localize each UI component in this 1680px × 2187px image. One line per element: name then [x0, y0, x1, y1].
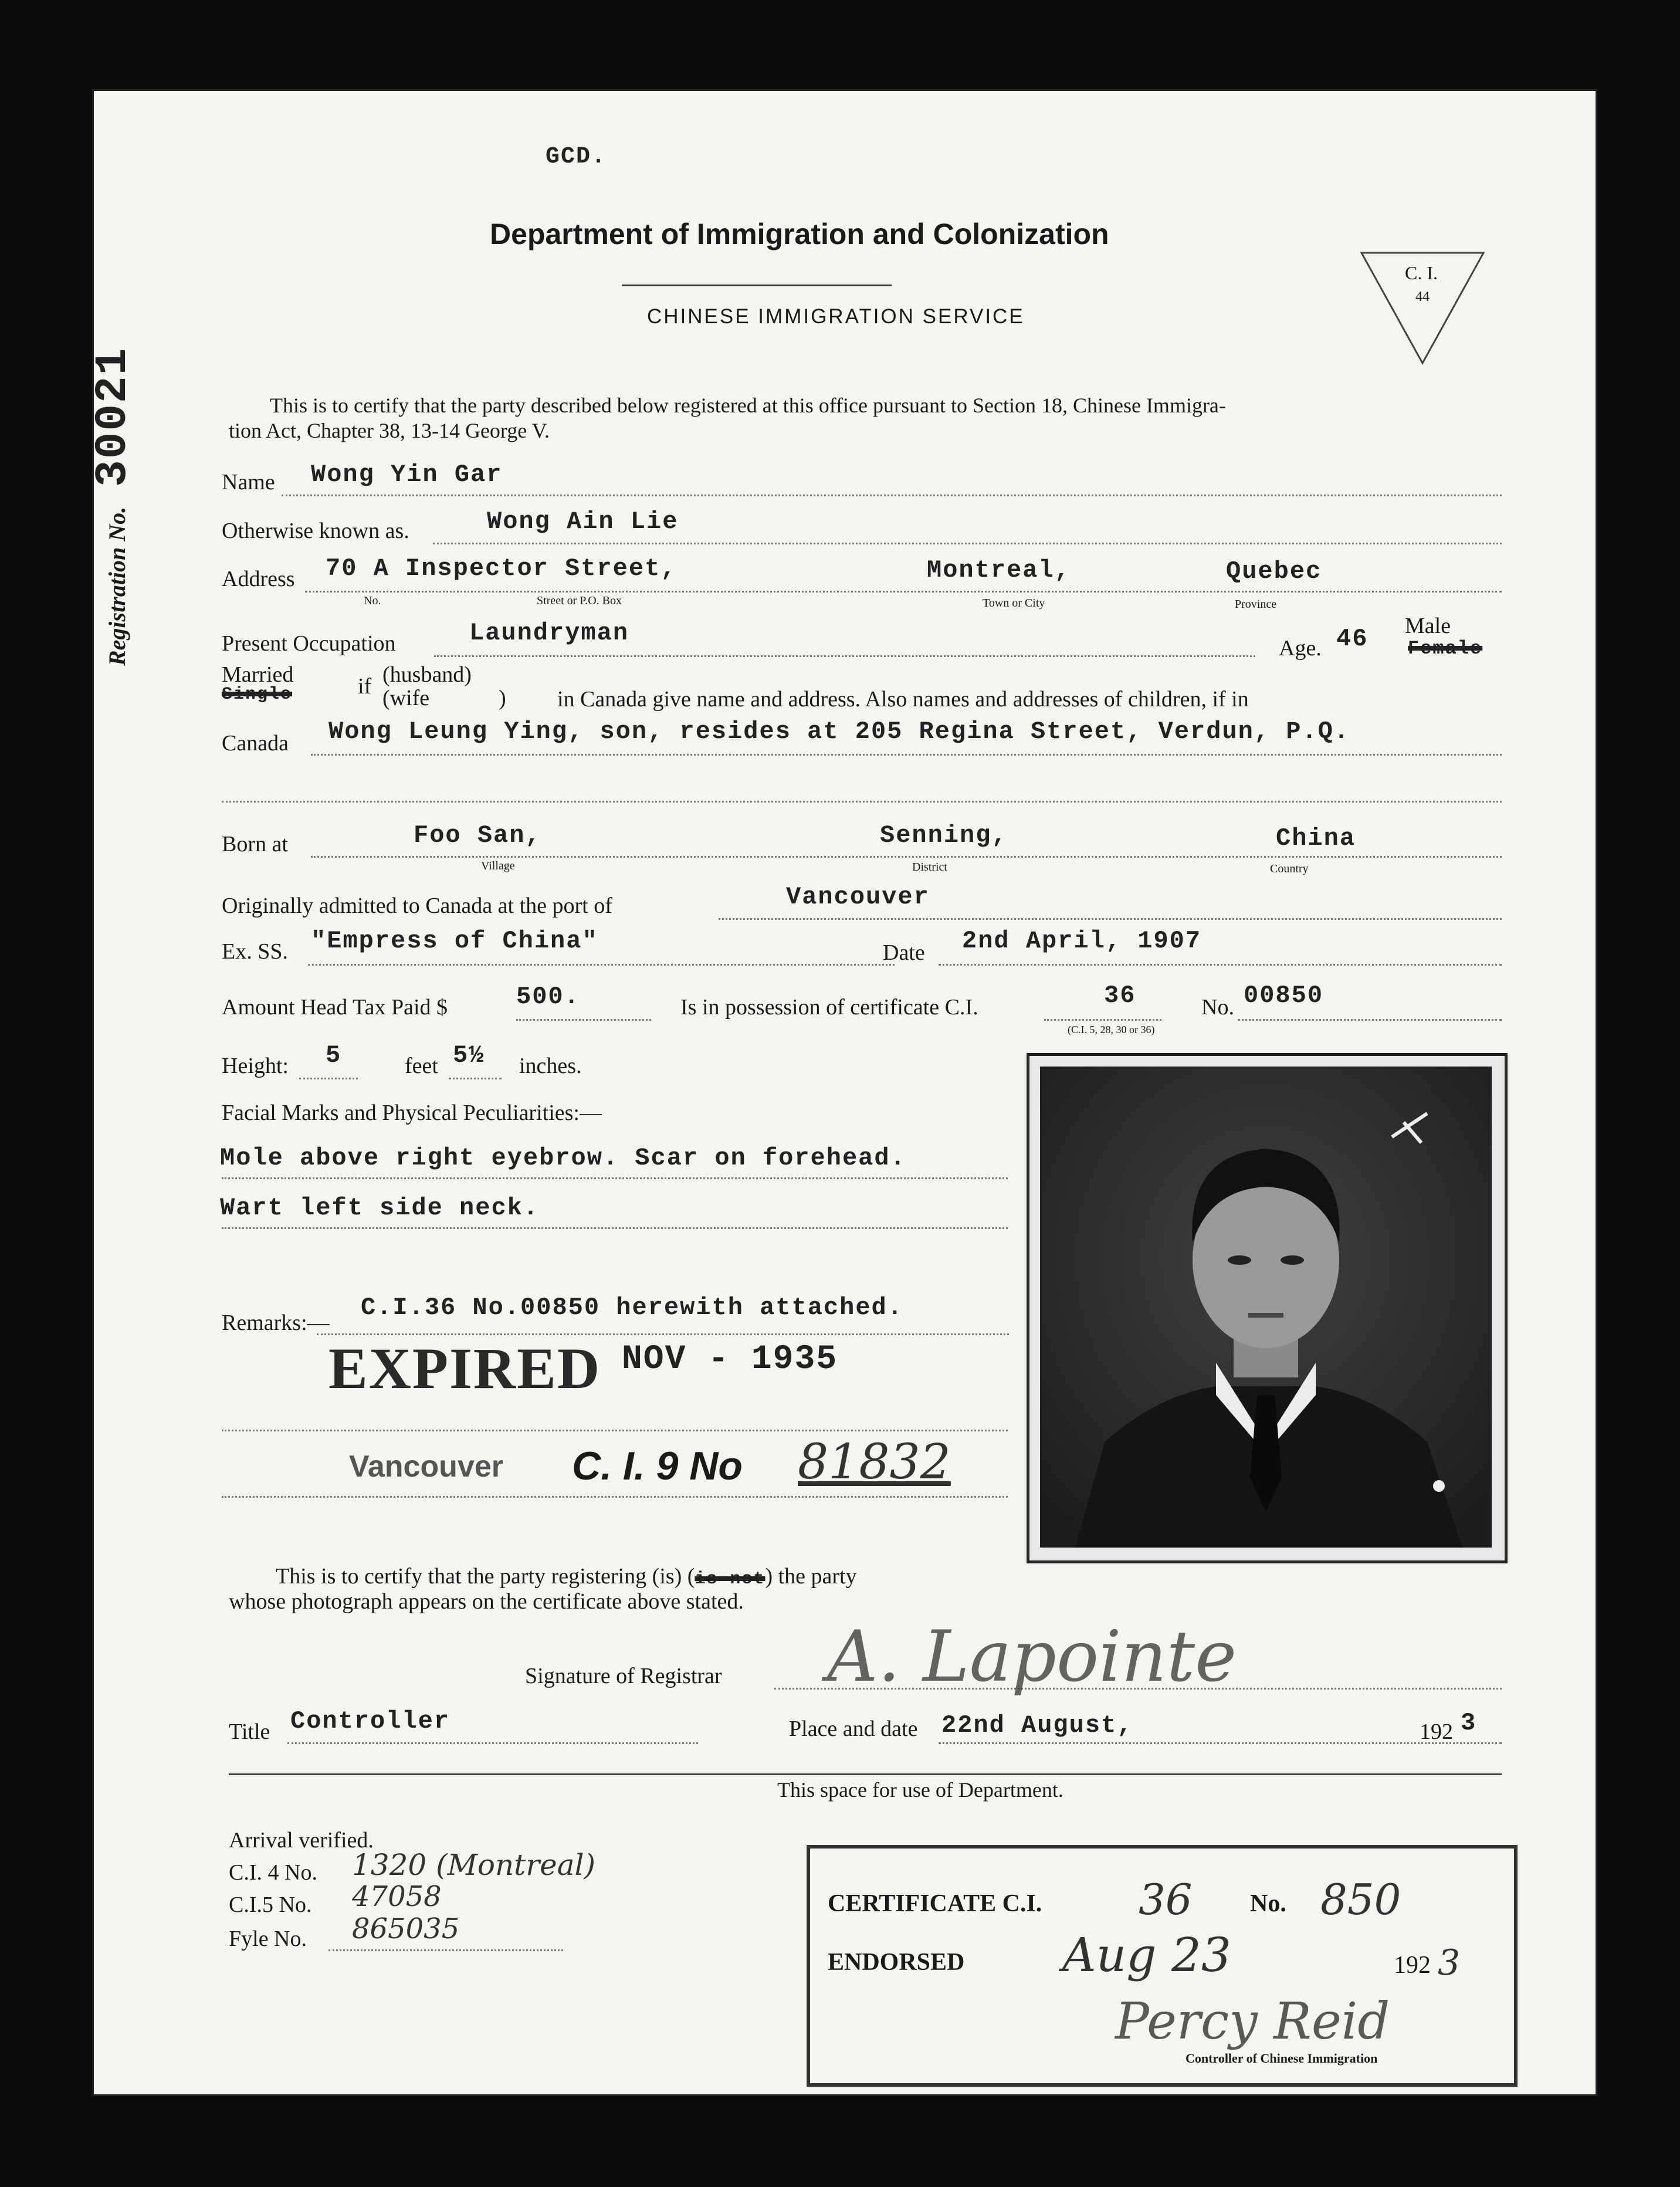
intro-line-2: tion Act, Chapter 38, 13-14 George V. — [229, 419, 550, 442]
applicant-photo — [1040, 1067, 1492, 1548]
registrar-label: Signature of Registrar — [525, 1664, 722, 1688]
name-value: Wong Yin Gar — [311, 461, 503, 489]
year-suffix: 3 — [1461, 1709, 1477, 1737]
admitted-port-value: Vancouver — [786, 883, 930, 911]
certify-text: This is to certify that the party registering (is) ( — [276, 1564, 695, 1589]
remarks-rule-3 — [222, 1496, 1008, 1498]
cert-no-rule — [1238, 1019, 1502, 1021]
exss-value: "Empress of China" — [311, 927, 598, 955]
caption-country: Country — [1270, 862, 1309, 875]
otherwise-value: Wong Ain Lie — [487, 507, 679, 536]
department-use-label: This space for use of Department. — [777, 1778, 1063, 1802]
ci9-number: 81832 — [798, 1434, 951, 1490]
form-id-number: 44 — [1415, 289, 1430, 304]
place-rule — [939, 1742, 1502, 1744]
possession-label: Is in possession of certificate C.I. — [680, 995, 978, 1020]
fyle-label: Fyle No. — [229, 1927, 307, 1951]
stamp-controller: Controller of Chinese Immigration — [1186, 2051, 1378, 2066]
form-id-triangle — [1358, 249, 1487, 367]
ci9-stamp: C. I. 9 No — [572, 1444, 743, 1488]
age-label: Age. — [1279, 636, 1322, 661]
certify-struck: is not — [695, 1569, 766, 1589]
department-title: Department of Immigration and Colonization — [490, 218, 1109, 250]
ci-rule — [1044, 1019, 1161, 1021]
occupation-label: Present Occupation — [222, 631, 396, 656]
caption-village: Village — [481, 859, 515, 872]
fyle-value: 865035 — [352, 1912, 460, 1945]
otherwise-rule — [433, 543, 1502, 544]
stamp-year-suffix: 3 — [1438, 1942, 1461, 1983]
title-label: Title — [229, 1719, 270, 1744]
ci5-no: No. — [279, 1893, 312, 1917]
stamp-cert-no: 850 — [1320, 1875, 1401, 1924]
registration-number-block — [88, 103, 138, 666]
height-label: Height: — [222, 1054, 289, 1078]
stamp-signature: Percy Reid — [1115, 1992, 1390, 2051]
ci-number-value: 36 — [1104, 981, 1136, 1010]
intro-line-1: This is to certify that the party described below registered at this office pursuant to Section 18, Chinese Immigra- — [270, 394, 1226, 417]
headtax-label: Amount Head Tax Paid $ — [222, 995, 448, 1020]
expired-date: NOV - 1935 — [622, 1340, 838, 1379]
occupation-rule — [434, 655, 1255, 657]
born-village-value: Foo San, — [414, 821, 541, 849]
headtax-value: 500. — [516, 983, 580, 1011]
ci5-prefix: C.I. — [229, 1893, 262, 1917]
registrar-signature: A. Lapointe — [827, 1616, 1237, 1698]
address-label: Address — [222, 567, 295, 591]
registration-label: Registration No. — [104, 506, 130, 666]
born-rule — [311, 856, 1502, 858]
caption-street: Street or P.O. Box — [537, 594, 622, 607]
remarks-label: Remarks:— — [222, 1311, 330, 1335]
remarks-value: C.I.36 No.00850 herewith attached. — [361, 1294, 903, 1322]
height-inches-value: 5½ — [453, 1041, 485, 1069]
facial-value-1: Mole above right eyebrow. Scar on forehead. — [220, 1144, 906, 1172]
caption-province: Province — [1235, 598, 1277, 611]
portrait-illustration — [1040, 1067, 1492, 1548]
date-value: 2nd April, 1907 — [962, 927, 1202, 955]
arrival-label: Arrival verified. — [229, 1828, 374, 1853]
sex-struck: Female — [1408, 638, 1483, 659]
remarks-rule-2 — [222, 1430, 1008, 1431]
title-rule — [287, 1742, 698, 1744]
married-struck: Single — [222, 685, 293, 705]
year-prefix: 192 — [1420, 1719, 1453, 1744]
cert-no-value: 00850 — [1244, 981, 1324, 1010]
place-date-value: 22nd August, — [941, 1711, 1133, 1739]
stamp-year-prefix: 192 — [1394, 1952, 1431, 1979]
caption-district: District — [912, 861, 947, 874]
ci5-label — [229, 1892, 311, 1918]
file-reference: GCD. — [546, 144, 607, 170]
married-label: Married — [222, 662, 294, 687]
admitted-label: Originally admitted to Canada at the port of — [222, 893, 612, 918]
wife-close: ) — [499, 686, 506, 710]
canada-rule-2 — [222, 801, 1502, 803]
canada-instruction: in Canada give name and address. Also names and addresses of children, if in — [557, 687, 1249, 712]
height-inches-rule — [449, 1078, 502, 1079]
height-feet-value: 5 — [326, 1041, 342, 1069]
registration-number: 30021 — [88, 347, 138, 487]
facial-label: Facial Marks and Physical Peculiarities:— — [222, 1101, 602, 1125]
form-id-label: C. I. — [1405, 262, 1438, 283]
feet-label: feet — [405, 1054, 438, 1078]
caption-no: No. — [364, 594, 381, 607]
inches-label: inches. — [519, 1054, 582, 1078]
title-value: Controller — [290, 1707, 451, 1735]
certify-end: ) the party — [765, 1564, 857, 1589]
address-rule — [305, 591, 1502, 593]
ci4-label: C.I. 4 No. — [229, 1860, 317, 1885]
stamp-endorsed-date: Aug 23 — [1062, 1928, 1231, 1982]
date-rule — [939, 964, 1502, 966]
fyle-rule — [328, 1949, 563, 1951]
occupation-value: Laundryman — [469, 619, 629, 647]
endorsement-stamp — [807, 1845, 1518, 2087]
exss-label: Ex. SS. — [222, 939, 288, 964]
born-label: Born at — [222, 832, 288, 856]
facial-rule-1 — [222, 1177, 1008, 1179]
canada-value: Wong Leung Ying, son, resides at 205 Regina Street, Verdun, P.Q. — [328, 717, 1350, 746]
facial-value-2: Wart left side neck. — [220, 1194, 540, 1222]
date-label: Date — [883, 940, 925, 965]
husband-label: (husband) — [382, 662, 472, 687]
height-feet-rule — [299, 1078, 358, 1079]
stamp-cert-ci: 36 — [1139, 1875, 1193, 1924]
expired-stamp: EXPIRED — [328, 1336, 601, 1401]
vancouver-stamp: Vancouver — [349, 1450, 504, 1484]
ci5-digit: 5 — [262, 1893, 273, 1917]
certificate-page — [88, 91, 1596, 2094]
ci-caption: (C.I. 5, 28, 30 or 36) — [1068, 1024, 1155, 1035]
admitted-rule — [719, 918, 1502, 920]
otherwise-label: Otherwise known as. — [222, 519, 409, 543]
stamp-cert-label: CERTIFICATE C.I. — [828, 1890, 1042, 1917]
title-rule — [622, 285, 892, 286]
place-label: Place and date — [789, 1717, 918, 1741]
age-value: 46 — [1336, 625, 1369, 653]
born-country-value: China — [1276, 824, 1356, 852]
canada-label: Canada — [222, 731, 289, 756]
ci4-value: 1320 (Montreal) — [352, 1848, 596, 1882]
stamp-no-label: No. — [1250, 1890, 1286, 1917]
if-label: if — [358, 674, 372, 699]
born-district-value: Senning, — [880, 821, 1008, 849]
certify-line-1 — [276, 1563, 857, 1589]
canada-rule-1 — [311, 754, 1502, 756]
cert-no-label: No. — [1201, 995, 1234, 1020]
wife-label: (wife — [382, 686, 430, 710]
certify-line-2: whose photograph appears on the certificate above stated. — [229, 1589, 744, 1614]
ci5-value: 47058 — [352, 1880, 442, 1913]
address-province-value: Quebec — [1226, 557, 1322, 585]
exss-rule — [308, 964, 895, 966]
name-rule — [282, 495, 1502, 496]
department-rule — [229, 1773, 1502, 1775]
headtax-rule — [516, 1019, 651, 1021]
address-city-value: Montreal, — [927, 556, 1071, 584]
name-label: Name — [222, 470, 275, 495]
sex-male: Male — [1405, 614, 1451, 638]
caption-town: Town or City — [983, 597, 1045, 610]
facial-rule-2 — [222, 1227, 1008, 1229]
applicant-photo-frame — [1027, 1053, 1508, 1563]
service-title: CHINESE IMMIGRATION SERVICE — [647, 305, 1025, 328]
stamp-endorsed-label: ENDORSED — [828, 1949, 965, 1976]
address-street-value: 70 A Inspector Street, — [326, 554, 677, 583]
